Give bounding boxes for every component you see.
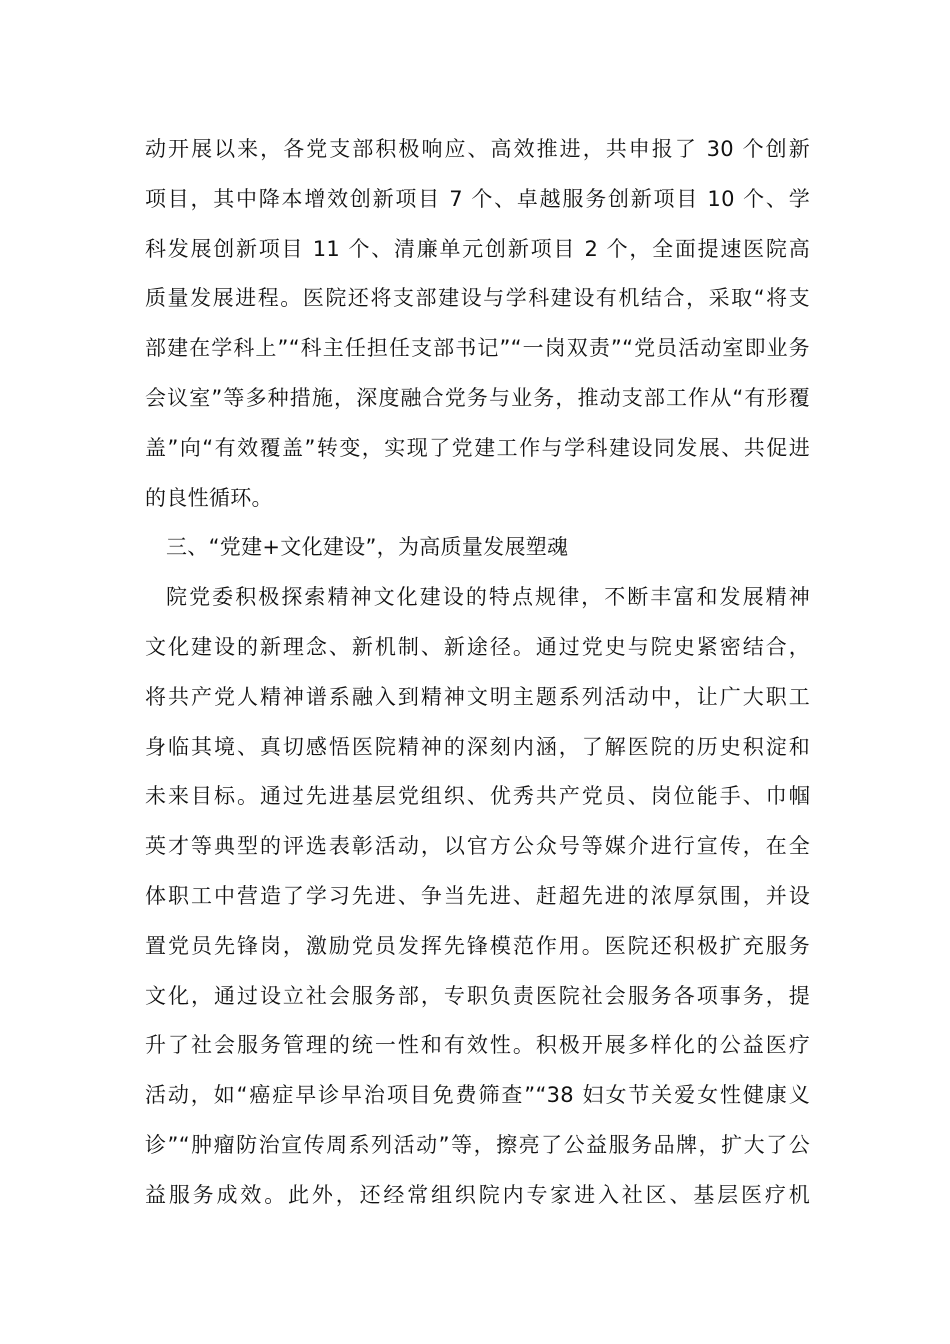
text-line: 质量发展进程。医院还将支部建设与学科建设有机结合，采取“将支 [145, 286, 810, 311]
text-line: 将共产党人精神谱系融入到精神文明主题系列活动中，让广大职工 [145, 684, 810, 709]
text-line: 项目，其中降本增效创新项目 7 个、卓越服务创新项目 10 个、学 [145, 186, 810, 211]
text-line: 活动，如“癌症早诊早治项目免费筛查”“38 妇女节关爱女性健康义 [145, 1083, 810, 1108]
text-line: 未来目标。通过先进基层党组织、优秀共产党员、岗位能手、巾帼 [145, 784, 810, 809]
text-line: 身临其境、真切感悟医院精神的深刻内涵，了解医院的历史积淀和 [145, 734, 810, 759]
text-line: 科发展创新项目 11 个、清廉单元创新项目 2 个，全面提速医院高 [145, 236, 810, 261]
body-text [145, 125, 810, 1221]
text-line: 文化，通过设立社会服务部，专职负责医院社会服务各项事务，提 [145, 983, 810, 1008]
text-line: 会议室”等多种措施，深度融合党务与业务，推动支部工作从“有形覆 [145, 385, 810, 410]
text-line: 英才等典型的评选表彰活动，以官方公众号等媒介进行宣传，在全 [145, 834, 810, 859]
text-line: 升了社会服务管理的统一性和有效性。积极开展多样化的公益医疗 [145, 1033, 810, 1058]
text-line: 的良性循环。 [145, 485, 273, 510]
text-line: 部建在学科上”“科主任担任支部书记”“一岗双责”“党员活动室即业务 [145, 336, 810, 361]
text-line: 置党员先锋岗，激励党员发挥先锋模范作用。医院还积极扩充服务 [145, 933, 810, 958]
text-line: 益服务成效。此外，还经常组织院内专家进入社区、基层医疗机 [145, 1182, 810, 1207]
text-line: 动开展以来，各党支部积极响应、高效推进，共申报了 30 个创新 [145, 137, 810, 161]
text-line: 文化建设的新理念、新机制、新途径。通过党史与院史紧密结合， [145, 634, 810, 659]
text-line: 诊”“肿瘤防治宣传周系列活动”等，擦亮了公益服务品牌，扩大了公 [145, 1132, 810, 1157]
text-line: 体职工中营造了学习先进、争当先进、赶超先进的浓厚氛围，并设 [145, 883, 810, 908]
text-line: 盖”向“有效覆盖”转变，实现了党建工作与学科建设同发展、共促进 [145, 435, 810, 460]
text-line: 院党委积极探索精神文化建设的特点规律，不断丰富和发展精神 [166, 585, 810, 610]
section-heading: 三、“党建+文化建设”，为高质量发展塑魂 [166, 535, 569, 560]
